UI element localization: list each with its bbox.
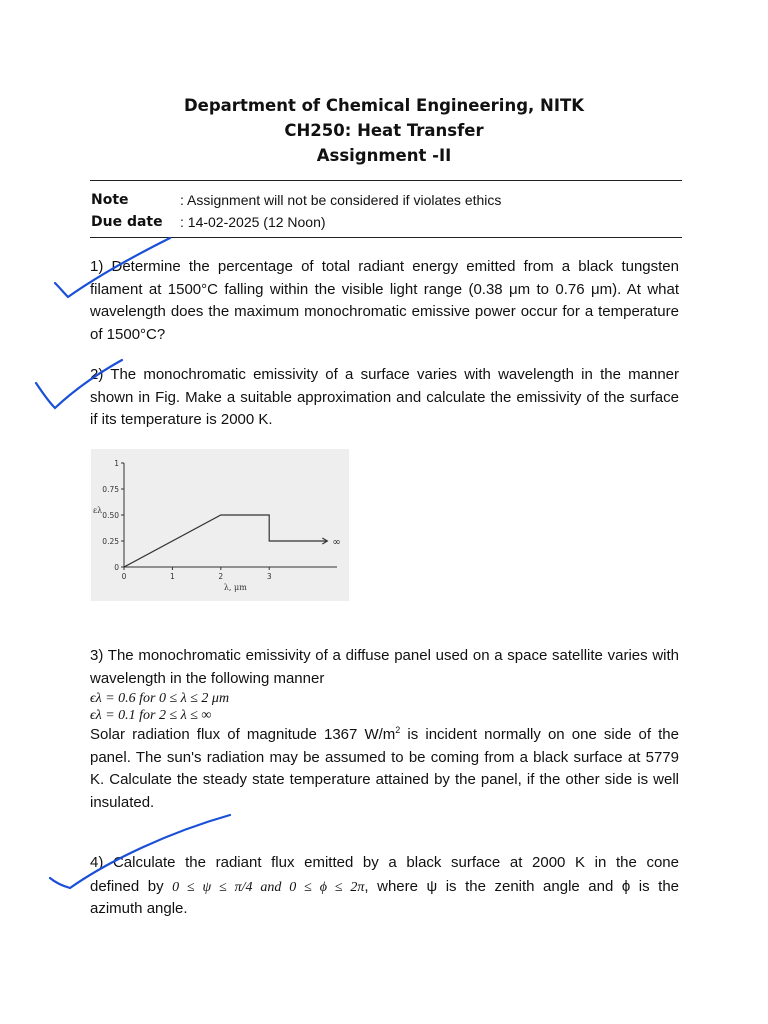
y-tick-label: 1	[114, 459, 119, 468]
cone-limits-math: 0 ≤ ψ ≤ π/4 and 0 ≤ ϕ ≤ 2π	[172, 879, 365, 895]
emissivity-curve	[124, 515, 327, 567]
y-tick-label: 0	[114, 563, 119, 572]
emissivity-equation-2: ϵλ = 0.1 for 2 ≤ λ ≤ ∞	[90, 708, 212, 723]
question-4-line-1: 4) Calculate the radiant flux emitted by a black surface at 2000 K in the cone	[90, 854, 679, 871]
emissivity-chart	[91, 449, 349, 601]
unit-exponent: 2	[395, 725, 401, 735]
assignment-title: Assignment -II	[316, 146, 452, 165]
question-4-line-2	[90, 876, 679, 899]
due-date-value: : 14-02-2025 (12 Noon)	[180, 214, 326, 230]
question-4-line-3: azimuth angle.	[90, 900, 188, 917]
question-4-line-2-b: , where ψ is the zenith angle and ϕ is the	[364, 877, 680, 895]
due-date-label: Due date	[91, 214, 163, 230]
y-tick-label: 0.75	[102, 485, 119, 494]
question-3-body-b: is incident normally on one side of the panel. The sun's radiation may be assumed to be coming from a black surface at 5779 K. Calculate the steady state temperature attained by the panel, if the other side is well insulated.	[90, 726, 679, 811]
question-3-body-a: Solar radiation flux of magnitude 1367 W/m	[90, 726, 396, 743]
top-rule	[90, 180, 682, 181]
y-tick-label: 0.50	[102, 511, 119, 520]
x-tick-label: 1	[170, 572, 175, 581]
question-3-body	[90, 724, 679, 814]
infinity-annotation: ∞	[332, 537, 341, 548]
x-tick-label: 2	[218, 572, 224, 581]
department-title: Department of Chemical Engineering, NITK	[183, 96, 585, 115]
emissivity-figure	[91, 449, 349, 601]
note-label: Note	[91, 192, 129, 208]
question-2-text: 2) The monochromatic emissivity of a surface varies with wavelength in the manner shown in Fig. Make a suitable approximation and calculate the emissivity of the surface if its temperature is 2000 K.	[90, 366, 679, 428]
question-3-intro: 3) The monochromatic emissivity of a diffuse panel used on a space satellite varies with wavelength in the following manner	[90, 647, 679, 687]
y-axis-label: ελ	[93, 505, 103, 515]
question-3	[90, 645, 679, 814]
bottom-rule	[90, 237, 682, 238]
x-axis-label: λ, μm	[223, 583, 247, 592]
y-tick-label: 0.25	[102, 537, 119, 546]
course-title: CH250: Heat Transfer	[284, 121, 484, 140]
question-4	[90, 852, 679, 921]
x-tick-label: 3	[266, 572, 272, 581]
emissivity-equation-1: ϵλ = 0.6 for 0 ≤ λ ≤ 2 μm	[90, 691, 230, 706]
note-value: : Assignment will not be considered if violates ethics	[180, 192, 502, 208]
question-2	[90, 364, 679, 432]
question-1	[90, 256, 679, 346]
question-4-line-2-a: defined by	[90, 877, 173, 895]
question-1-text: 1) Determine the percentage of total radiant energy emitted from a black tungsten filament at 1500°C falling within the visible light range (0.38 μm to 0.76 μm). At what wavelength does the maximum monochromatic emissive power occur for a temperature of 1500°C?	[90, 258, 679, 343]
x-tick-label: 0	[121, 572, 127, 581]
